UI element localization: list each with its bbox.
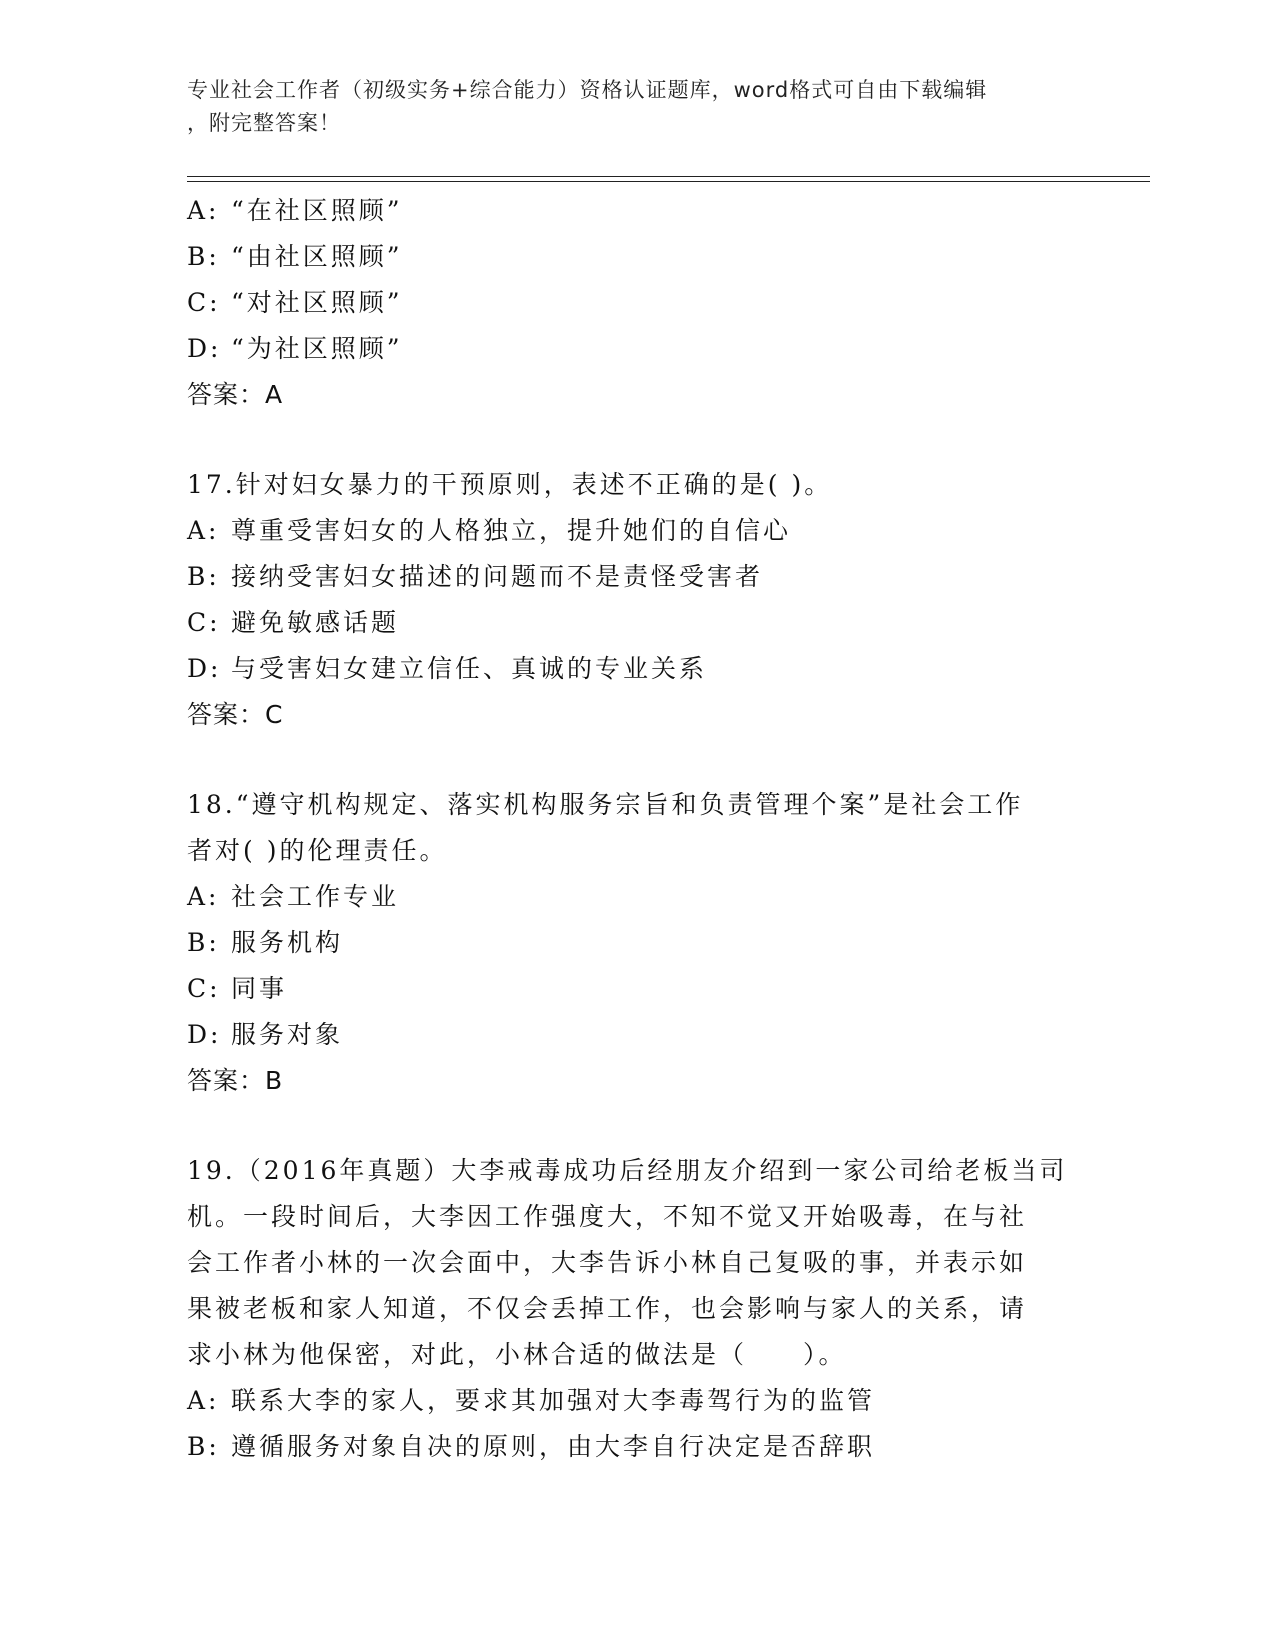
spacer <box>187 1104 1087 1148</box>
option-c <box>187 600 1087 646</box>
option-text: “在社区照顾” <box>231 196 403 225</box>
question-line: 机。一段时间后，大李因工作强度大，不知不觉又开始吸毒，在与社 <box>187 1202 1028 1231</box>
option-letter: B: <box>187 242 220 271</box>
question-17 <box>187 462 1087 738</box>
document-header <box>187 74 1087 140</box>
question-stem <box>187 782 1087 874</box>
option-a <box>187 508 1087 554</box>
option-text: 避免敏感话题 <box>231 608 400 637</box>
question-line: 18.“遵守机构规定、落实机构服务宗旨和负责管理个案”是社会工作 <box>187 790 1024 819</box>
option-text: 联系大李的家人，要求其加强对大李毒驾行为的监管 <box>231 1386 876 1415</box>
answer-line: 答案：B <box>187 1066 284 1095</box>
option-letter: A: <box>187 1386 220 1415</box>
option-text: 与受害妇女建立信任、真诚的专业关系 <box>231 654 708 683</box>
option-text: 遵循服务对象自决的原则，由大李自行决定是否辞职 <box>231 1432 876 1461</box>
option-letter: D: <box>187 1020 222 1049</box>
header-line-1: 专业社会工作者（初级实务+综合能力）资格认证题库，word格式可自由下载编辑 <box>187 78 988 102</box>
question-list <box>187 188 1087 1470</box>
spacer <box>187 418 1087 462</box>
spacer <box>187 738 1087 782</box>
question-line: 果被老板和家人知道，不仅会丢掉工作，也会影响与家人的关系，请 <box>187 1294 1028 1323</box>
option-letter: B: <box>187 1432 220 1461</box>
option-letter: D: <box>187 654 222 683</box>
option-text: 服务机构 <box>231 928 344 957</box>
option-letter: A: <box>187 516 220 545</box>
option-a <box>187 1378 1087 1424</box>
answer-line: 答案：A <box>187 380 284 409</box>
question-line: 会工作者小林的一次会面中，大李告诉小林自己复吸的事，并表示如 <box>187 1248 1028 1277</box>
header-divider-bottom <box>187 181 1150 182</box>
question-line: 者对( )的伦理责任。 <box>187 836 448 865</box>
question-18 <box>187 782 1087 1104</box>
option-letter: A: <box>187 196 220 225</box>
question-line: 求小林为他保密，对此，小林合适的做法是（ ）。 <box>187 1340 847 1369</box>
option-letter: C: <box>187 608 221 637</box>
option-text: 社会工作专业 <box>231 882 400 911</box>
question-line: 19.（2016年真题）大李戒毒成功后经朋友介绍到一家公司给老板当司 <box>187 1156 1068 1185</box>
option-a <box>187 188 1087 234</box>
option-c <box>187 966 1087 1012</box>
answer-line: 答案：C <box>187 700 284 729</box>
question-line: 17.针对妇女暴力的干预原则，表述不正确的是( )。 <box>187 470 833 499</box>
question-16 <box>187 188 1087 418</box>
option-d <box>187 1012 1087 1058</box>
option-text: 同事 <box>231 974 288 1003</box>
option-text: 尊重受害妇女的人格独立，提升她们的自信心 <box>231 516 792 545</box>
option-b <box>187 1424 1087 1470</box>
option-letter: D: <box>187 334 222 363</box>
option-d <box>187 646 1087 692</box>
option-text: “由社区照顾” <box>231 242 403 271</box>
option-letter: B: <box>187 928 220 957</box>
question-19 <box>187 1148 1087 1470</box>
option-d <box>187 326 1087 372</box>
option-letter: B: <box>187 562 220 591</box>
option-b <box>187 920 1087 966</box>
option-text: 接纳受害妇女描述的问题而不是责怪受害者 <box>231 562 764 591</box>
option-text: 服务对象 <box>231 1020 344 1049</box>
option-c <box>187 280 1087 326</box>
header-line-2: ，附完整答案！ <box>187 111 341 135</box>
question-stem <box>187 462 1087 508</box>
option-a <box>187 874 1087 920</box>
option-b <box>187 554 1087 600</box>
option-letter: C: <box>187 288 221 317</box>
option-b <box>187 234 1087 280</box>
option-text: “为社区照顾” <box>231 334 403 363</box>
option-text: “对社区照顾” <box>231 288 403 317</box>
question-stem <box>187 1148 1087 1378</box>
option-letter: A: <box>187 882 220 911</box>
header-divider-top <box>187 176 1150 177</box>
option-letter: C: <box>187 974 221 1003</box>
